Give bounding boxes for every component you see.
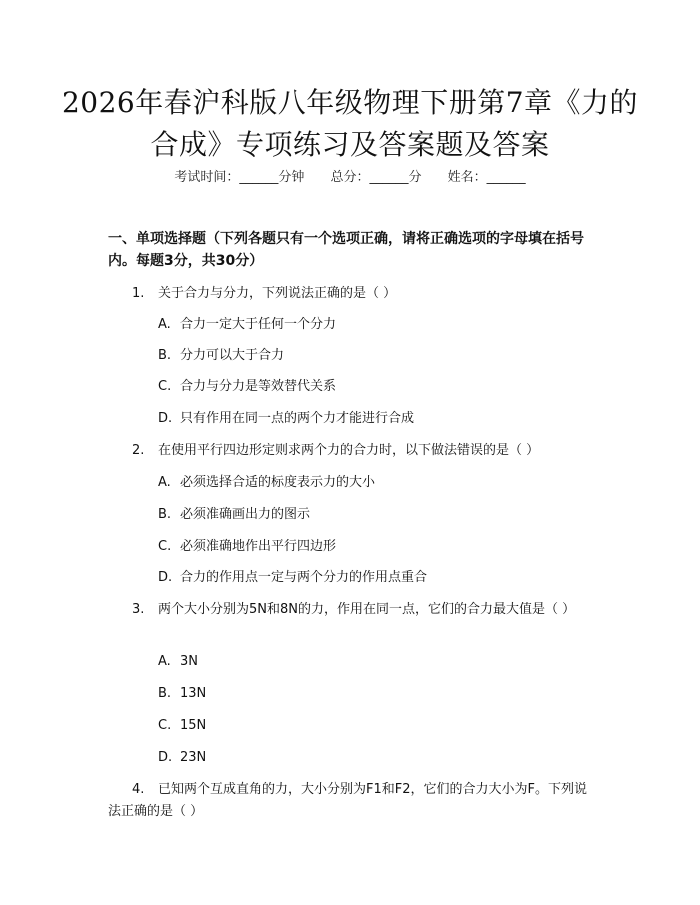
option-letter: D. bbox=[158, 750, 173, 765]
exam-score-field: 总分：______分 bbox=[330, 170, 422, 185]
exam-name-field: 姓名：______ bbox=[447, 170, 526, 185]
option-letter: C. bbox=[158, 539, 172, 554]
question-text: 关于合力与分力，下列说法正确的是（ ） bbox=[158, 286, 397, 301]
option-letter: D. bbox=[158, 411, 173, 426]
question-text: 已知两个互成直角的力，大小分别为F1和F2，它们的合力大小为F。下列说法正确的是（ ） bbox=[108, 782, 587, 819]
option-3d bbox=[158, 748, 590, 768]
option-letter: A. bbox=[158, 654, 171, 669]
question-4 bbox=[108, 779, 590, 823]
option-text: 必须准确画出力的图示 bbox=[180, 507, 311, 522]
option-letter: A. bbox=[158, 317, 171, 332]
option-2c bbox=[158, 537, 590, 557]
question-2 bbox=[108, 440, 590, 462]
question-1 bbox=[108, 283, 590, 305]
question-number: 3. bbox=[132, 602, 145, 617]
option-1c bbox=[158, 377, 590, 397]
question-number: 4. bbox=[132, 782, 145, 797]
question-number: 2. bbox=[132, 443, 145, 458]
option-text: 分力可以大于合力 bbox=[180, 348, 285, 363]
option-text: 必须准确地作出平行四边形 bbox=[180, 539, 337, 554]
option-letter: C. bbox=[158, 718, 172, 733]
option-text: 23N bbox=[180, 750, 207, 765]
option-2a bbox=[158, 473, 590, 493]
option-text: 15N bbox=[180, 718, 207, 733]
option-text: 13N bbox=[180, 686, 207, 701]
option-1a bbox=[158, 315, 590, 335]
option-letter: A. bbox=[158, 475, 171, 490]
option-text: 合力与分力是等效替代关系 bbox=[180, 379, 337, 394]
option-letter: B. bbox=[158, 348, 172, 363]
exam-time-field: 考试时间：______分钟 bbox=[174, 170, 305, 185]
option-3c bbox=[158, 716, 590, 736]
option-text: 3N bbox=[180, 654, 198, 669]
question-text: 两个大小分别为5N和8N的力，作用在同一点，它们的合力最大值是（ ） bbox=[158, 602, 576, 617]
question-text: 在使用平行四边形定则求两个力的合力时，以下做法错误的是（ ） bbox=[158, 443, 540, 458]
option-letter: B. bbox=[158, 507, 172, 522]
option-2b bbox=[158, 505, 590, 525]
option-2d bbox=[158, 568, 590, 588]
option-text: 必须选择合适的标度表示力的大小 bbox=[180, 475, 376, 490]
section-heading: 一、单项选择题（下列各题只有一个选项正确，请将正确选项的字母填在括号内。每题3分，共30分） bbox=[108, 231, 584, 269]
question-number: 1. bbox=[132, 286, 145, 301]
document-title: 2026年春沪科版八年级物理下册第7章《力的合成》专项练习及答案题及答案 bbox=[61, 86, 639, 161]
option-letter: C. bbox=[158, 379, 172, 394]
option-3a bbox=[158, 652, 590, 672]
option-text: 只有作用在同一点的两个力才能进行合成 bbox=[180, 411, 415, 426]
option-text: 合力的作用点一定与两个分力的作用点重合 bbox=[180, 570, 428, 585]
option-letter: D. bbox=[158, 570, 173, 585]
option-letter: B. bbox=[158, 686, 172, 701]
option-text: 合力一定大于任何一个分力 bbox=[180, 317, 337, 332]
exam-info-line bbox=[0, 166, 700, 185]
option-3b bbox=[158, 684, 590, 704]
option-1b bbox=[158, 346, 590, 366]
question-3 bbox=[108, 599, 590, 621]
option-1d bbox=[158, 409, 590, 429]
